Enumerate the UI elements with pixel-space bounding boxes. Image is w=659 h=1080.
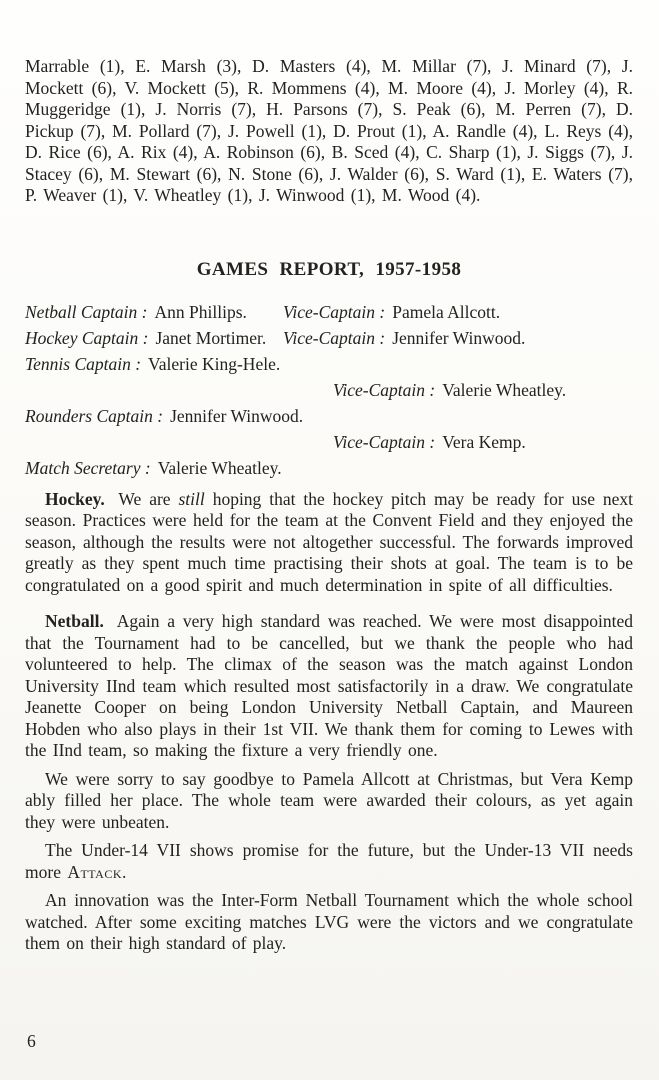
official-label: Match Secretary :	[25, 457, 151, 478]
page-number: 6	[27, 1031, 36, 1051]
official-row-netball	[25, 299, 633, 325]
official-label: Rounders Captain :	[25, 405, 164, 426]
official-left	[25, 351, 280, 377]
official-left	[25, 299, 247, 325]
official-name: Valerie Wheatley.	[157, 457, 282, 478]
official-row-rounders-vice	[25, 429, 633, 455]
official-label: Hockey Captain :	[25, 327, 149, 348]
official-left	[25, 455, 282, 481]
hockey-text-1: We are	[118, 488, 171, 509]
netball-text-1: Again a very high standard was reached. We were most disappointed that the Tournament had to be cancelled, but we thank the people who had volunteered to help. The climax of the season was the match against London University IInd team which resulted most satisfactorily in a draw. We congratulate Jeanette Cooper on being London University Netball Captain, and Maureen Hobden who also plays in their 1st VII. We thank them for coming to Lewes with the IInd team, so making the fixture a very friendly one.	[25, 611, 634, 760]
netball-paragraph-2: We were sorry to say goodbye to Pamela Allcott at Christmas, but Vera Kemp ably filled her place. The whole team were awarded their colours, as yet again they were unbeaten.	[25, 768, 633, 832]
hockey-paragraph	[25, 489, 633, 597]
official-name: Ann Phillips.	[154, 301, 247, 322]
vice-label: Vice-Captain :	[333, 379, 436, 400]
vice-label: Vice-Captain :	[333, 431, 436, 452]
names-continuation-paragraph: Marrable (1), E. Marsh (3), D. Masters (4), M. Millar (7), J. Minard (7), J. Mockett (6), V. Mockett (5), R. Mommens (4), M. Moore (4), J. Morley (4), R. Muggeridge (1), J. Norris (7), H. Parsons (7), S. Peak (6), M. Perren (7), D. Pickup (7), M. Pollard (7), J. Powell (1), D. Prout (1), A. Randle (4), L. Reys (4), D. Rice (6), A. Rix (4), A. Robinson (6), B. Sced (4), C. Sharp (1), J. Siggs (7), J. Stacey (6), M. Stewart (6), N. Stone (6), J. Walder (6), S. Ward (1), E. Waters (7), P. Weaver (1), V. Wheatley (1), J. Winwood (1), M. Wood (4).	[25, 56, 633, 205]
netball-lead: Netball.	[45, 611, 104, 631]
hockey-lead: Hockey.	[45, 488, 105, 509]
hockey-text-2: hoping that the hockey pitch may be ready for use next season. Practices were held for the team at the Convent Field and they enjoyed the season, although the results were not altogether successful. The forwards improved greatly as they spent much time practising their shots at goal. The team is to be congratulated on a good spirit and much determination in spite of all difficulties.	[25, 488, 634, 595]
official-row-tennis-vice	[25, 377, 633, 403]
vice-name: Jennifer Winwood.	[392, 327, 526, 348]
official-vice	[283, 299, 500, 325]
official-vice	[333, 429, 526, 455]
official-left	[25, 403, 303, 429]
games-report-heading: GAMES REPORT, 1957-1958	[196, 258, 462, 280]
official-vice	[283, 325, 525, 351]
netball-paragraph-4: An innovation was the Inter-Form Netball Tournament which the whole school watched. After some exciting matches LVG were the victors and we congratulate them on their high standard of play.	[25, 890, 633, 953]
vice-label: Vice-Captain :	[283, 327, 386, 348]
netball-text-3: The Under-14 VII shows promise for the future, but the Under-13 VII needs more	[25, 840, 633, 882]
vice-name: Valerie Wheatley.	[442, 379, 567, 400]
official-vice	[333, 377, 566, 403]
hockey-italic-word: still	[178, 488, 205, 509]
official-label: Tennis Captain :	[25, 353, 142, 374]
vice-name: Vera Kemp.	[442, 431, 526, 452]
official-name: Valerie King-Hele.	[148, 353, 281, 374]
official-name: Janet Mortimer.	[155, 327, 267, 348]
official-row-match-secretary	[25, 455, 633, 481]
netball-paragraph-1	[25, 611, 633, 762]
official-row-hockey	[25, 325, 633, 351]
official-row-rounders	[25, 403, 633, 429]
official-name: Jennifer Winwood.	[170, 405, 304, 426]
official-left	[25, 325, 266, 351]
officials-list	[25, 299, 633, 481]
official-row-tennis	[25, 351, 633, 377]
vice-name: Pamela Allcott.	[392, 301, 501, 322]
netball-attack-smallcaps: Attack.	[67, 861, 127, 882]
netball-paragraph-3	[25, 840, 633, 883]
vice-label: Vice-Captain :	[283, 301, 386, 322]
official-label: Netball Captain :	[25, 301, 148, 322]
